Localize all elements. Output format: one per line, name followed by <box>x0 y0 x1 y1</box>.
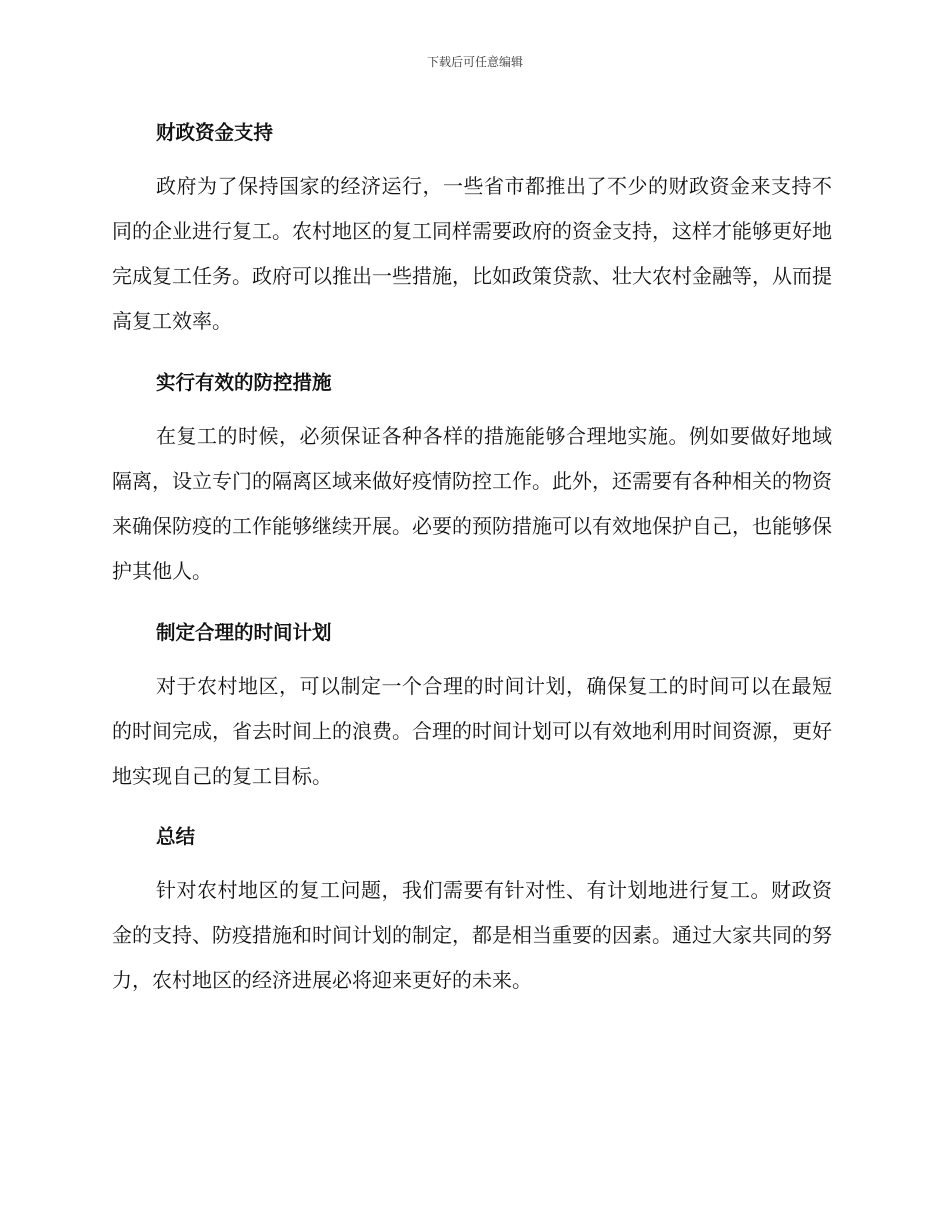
header-note: 下载后可任意编辑 <box>426 55 523 69</box>
section-paragraph-summary: 针对农村地区的复工问题，我们需要有针对性、有计划地进行复工。财政资金的支持、防疫措施和时间计划的制定，都是相当重要的因素。通过大家共同的努力，农村地区的经济进展必将迎来更好的未来。 <box>112 878 832 992</box>
section-paragraph-prevention: 在复工的时候，必须保证各种各样的措施能够合理地实施。例如要做好地域隔离，设立专门的隔离区域来做好疫情防控工作。此外，还需要有各种相关的物资来确保防疫的工作能够继续开展。必要的预防措施可以有效地保护自己，也能够保护其他人。 <box>112 424 832 583</box>
section-heading-schedule: 制定合理的时间计划 <box>156 621 332 644</box>
section-paragraph-finance: 政府为了保持国家的经济运行，一些省市都推出了不少的财政资金来支持不同的企业进行复工。农村地区的复工同样需要政府的资金支持，这样才能够更好地完成复工任务。政府可以推出一些措施，比如政策贷款、壮大农村金融等，从而提高复工效率。 <box>112 174 832 333</box>
section-heading-prevention: 实行有效的防控措施 <box>156 371 332 394</box>
section-heading-summary: 总结 <box>156 825 196 848</box>
section-paragraph-schedule: 对于农村地区，可以制定一个合理的时间计划，确保复工的时间可以在最短的时间完成，省去时间上的浪费。合理的时间计划可以有效地利用时间资源，更好地实现自己的复工目标。 <box>112 674 832 788</box>
section-heading-finance: 财政资金支持 <box>156 121 274 144</box>
